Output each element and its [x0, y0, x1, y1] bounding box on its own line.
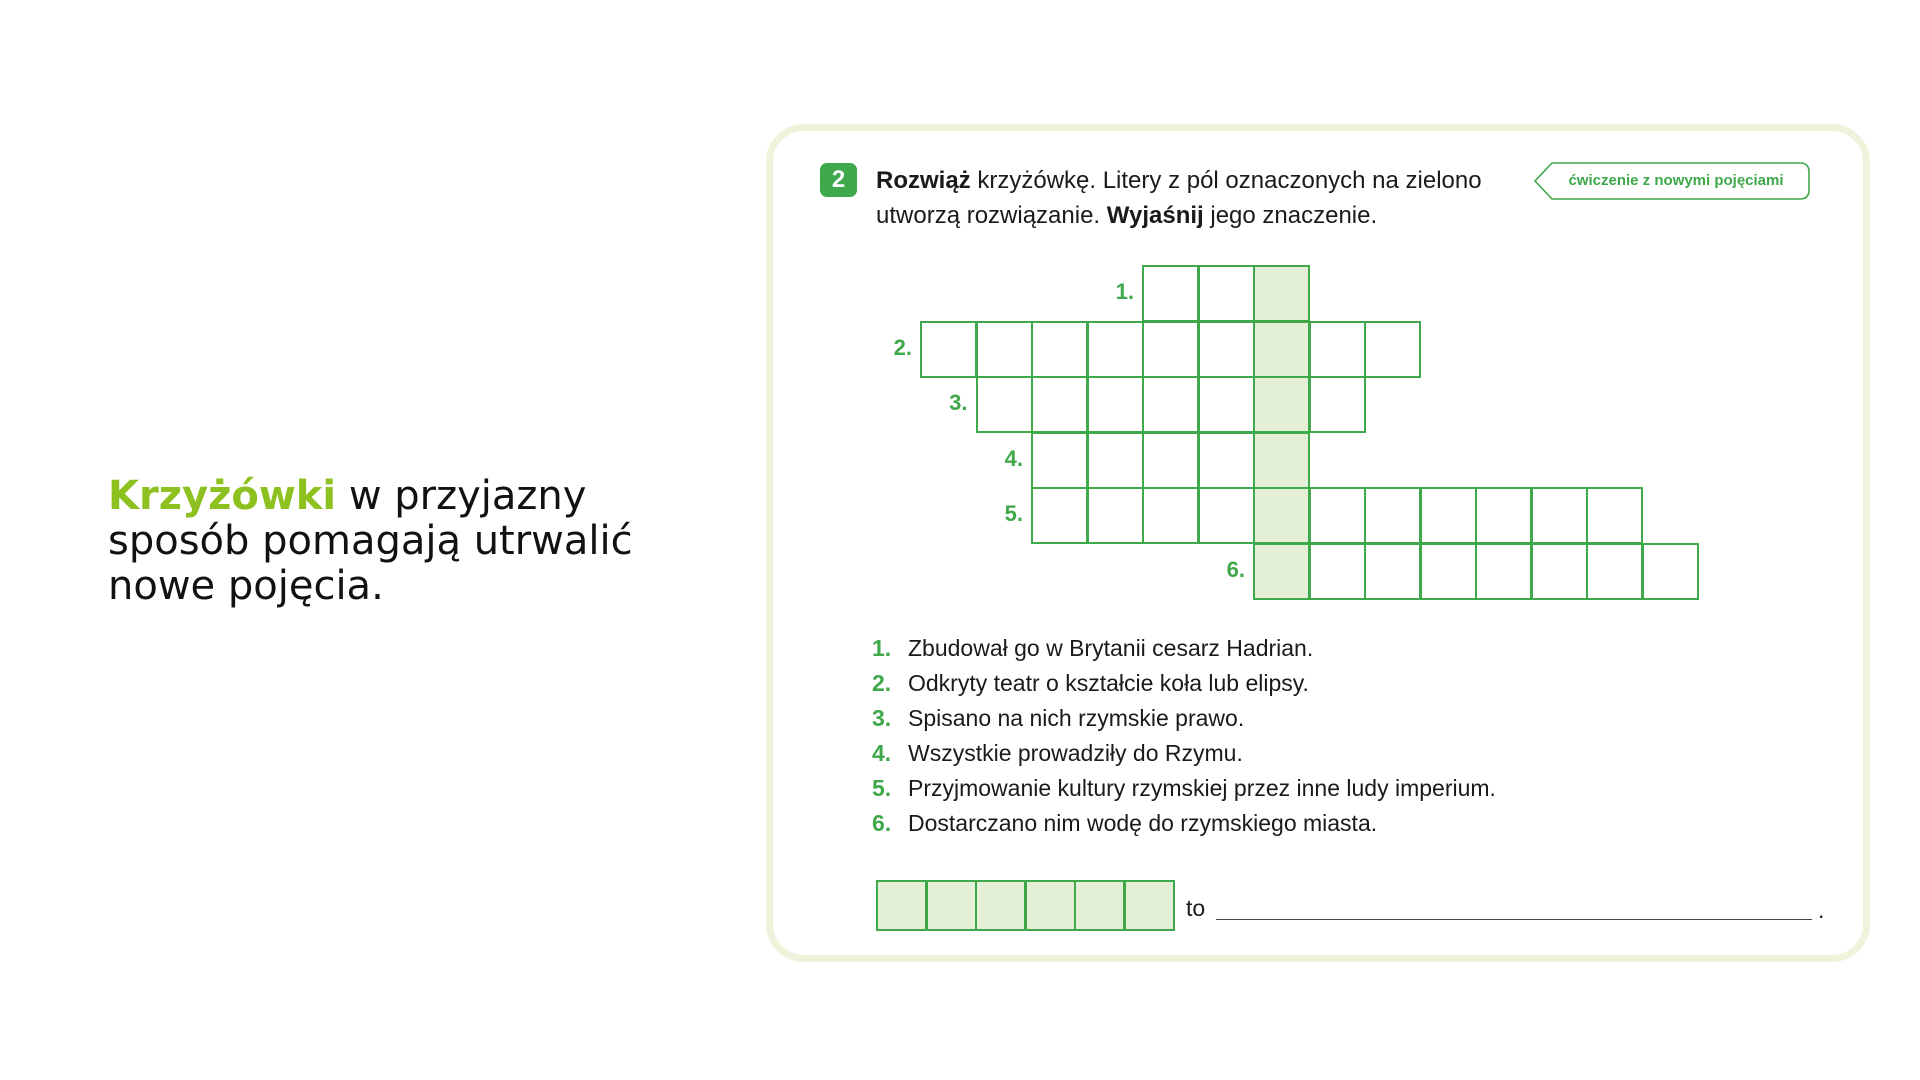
- crossword-cell[interactable]: [920, 321, 977, 378]
- crossword-cell[interactable]: [1475, 487, 1532, 544]
- crossword-cell[interactable]: [1420, 543, 1477, 600]
- crossword-cell-solution[interactable]: [1253, 432, 1310, 489]
- clue-item: [872, 806, 1496, 841]
- crossword-cell[interactable]: [1364, 321, 1421, 378]
- crossword-cell[interactable]: [1475, 543, 1532, 600]
- crossword-row-label: 4.: [1004, 445, 1023, 471]
- crossword-cell[interactable]: [1198, 487, 1255, 544]
- crossword-cell[interactable]: [1309, 321, 1366, 378]
- crossword-cell-solution[interactable]: [1253, 487, 1310, 544]
- crossword-cell[interactable]: [1364, 543, 1421, 600]
- crossword-cell[interactable]: [1198, 432, 1255, 489]
- crossword-cell[interactable]: [1031, 321, 1088, 378]
- crossword-cell-solution[interactable]: [1253, 376, 1310, 433]
- crossword-cell[interactable]: [976, 321, 1033, 378]
- crossword-cell[interactable]: [1198, 321, 1255, 378]
- crossword-cell[interactable]: [1198, 376, 1255, 433]
- crossword-cell[interactable]: [1531, 543, 1588, 600]
- crossword-cell[interactable]: [1087, 321, 1144, 378]
- instruction-bold-solve: Rozwiąż: [876, 167, 971, 194]
- crossword-cell-solution[interactable]: [1253, 543, 1310, 600]
- crossword-cell[interactable]: [1031, 487, 1088, 544]
- crossword-cell[interactable]: [1031, 376, 1088, 433]
- crossword-cell[interactable]: [1142, 321, 1199, 378]
- crossword-cell[interactable]: [1642, 543, 1699, 600]
- headline: [108, 474, 708, 609]
- instruction-text-2: jego znaczenie.: [1203, 202, 1378, 229]
- clue-number: 1.: [872, 635, 892, 661]
- crossword-cell[interactable]: [1087, 376, 1144, 433]
- clue-item: [872, 631, 1496, 666]
- clue-number: 6.: [872, 810, 892, 836]
- crossword-cell[interactable]: [1309, 543, 1366, 600]
- answer-cell[interactable]: [926, 880, 977, 931]
- exercise-type-tag-label: ćwiczenie z nowymi pojęciami: [1568, 172, 1784, 189]
- crossword-row-label: 3.: [949, 390, 968, 415]
- task-number-badge: 2: [820, 163, 857, 197]
- crossword-cell[interactable]: [1309, 376, 1366, 433]
- answer-cell[interactable]: [1025, 880, 1076, 931]
- clue-text: Dostarczano nim wodę do rzymskiego miasta.: [908, 810, 1378, 836]
- instruction-bold-explain: Wyjaśnij: [1106, 202, 1204, 229]
- crossword-cell[interactable]: [1420, 487, 1477, 544]
- crossword-cell[interactable]: [1087, 432, 1144, 489]
- answer-cell[interactable]: [876, 880, 927, 931]
- crossword-cell[interactable]: [976, 376, 1033, 433]
- clue-text: Spisano na nich rzymskie prawo.: [908, 705, 1245, 731]
- headline-highlight: Krzyżówki: [108, 473, 337, 519]
- task-instruction: [876, 163, 1516, 233]
- clue-number: 4.: [872, 740, 892, 766]
- crossword-row-label: 1.: [1115, 279, 1134, 304]
- clue-item: [872, 701, 1496, 736]
- headline-rest: w przyjazny sposób pomagają utrwalić nowe pojęcia.: [108, 473, 633, 609]
- clue-text: Wszystkie prowadziły do Rzymu.: [908, 740, 1243, 766]
- crossword-cell[interactable]: [1364, 487, 1421, 544]
- crossword-row-label: 2.: [893, 334, 912, 360]
- crossword-cell[interactable]: [1198, 265, 1255, 322]
- crossword-cell[interactable]: [1531, 487, 1588, 544]
- answer-cell[interactable]: [975, 880, 1026, 931]
- crossword-cell[interactable]: [1031, 432, 1088, 489]
- crossword-cell[interactable]: [1309, 487, 1366, 544]
- crossword-cell[interactable]: [1142, 376, 1199, 433]
- crossword-row-label: 5.: [1004, 501, 1023, 526]
- clue-item: [872, 736, 1496, 771]
- clue-item: [872, 666, 1496, 701]
- answer-line[interactable]: [1216, 919, 1812, 920]
- crossword-cell[interactable]: [1087, 487, 1144, 544]
- clue-list: [872, 631, 1496, 841]
- clue-text: Przyjmowanie kultury rzymskiej przez inne ludy imperium.: [908, 775, 1496, 801]
- crossword-cell-solution[interactable]: [1253, 265, 1310, 322]
- answer-cell[interactable]: [1074, 880, 1125, 931]
- answer-to-label: to: [1186, 895, 1206, 921]
- crossword-cell[interactable]: [1586, 487, 1643, 544]
- exercise-type-tag: [1534, 162, 1810, 200]
- answer-period: .: [1818, 897, 1825, 923]
- clue-item: [872, 771, 1496, 806]
- clue-number: 3.: [872, 705, 892, 731]
- crossword-cell[interactable]: [1142, 265, 1199, 322]
- crossword-row-label: 6.: [1226, 556, 1245, 582]
- crossword-cell-solution[interactable]: [1253, 321, 1310, 378]
- clue-number: 2.: [872, 670, 892, 696]
- crossword-cell[interactable]: [1142, 432, 1199, 489]
- instruction-text-1: krzyżówkę. Litery z pól oznaczonych na zielono utworzą rozwiązanie.: [876, 167, 1482, 229]
- clue-text: Zbudował go w Brytanii cesarz Hadrian.: [908, 635, 1314, 661]
- answer-cell[interactable]: [1124, 880, 1175, 931]
- clue-text: Odkryty teatr o kształcie koła lub elipsy.: [908, 670, 1309, 696]
- clue-number: 5.: [872, 775, 892, 801]
- crossword-cell[interactable]: [1586, 543, 1643, 600]
- crossword-cell[interactable]: [1142, 487, 1199, 544]
